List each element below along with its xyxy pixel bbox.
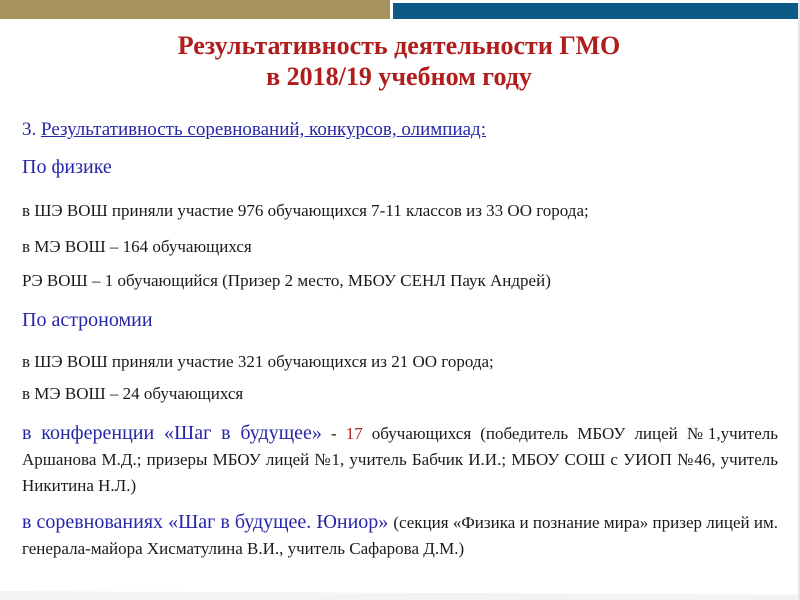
physics-line: в МЭ ВОШ – 164 обучающихся	[22, 237, 252, 256]
conference-details: обучающихся (победитель МБОУ лицей №1,учитель Аршанова М.Д.; призеры МБОУ лицей №1, учитель Бабчик И.И.; МБОУ СОШ с УИОП №46, учитель Никитина Н.Л.)	[22, 424, 779, 495]
section-heading	[22, 119, 776, 141]
bottom-decorative-stripe	[0, 588, 798, 600]
conference-dash: -	[321, 424, 346, 443]
physics-line: РЭ ВОШ – 1 обучающийся (Призер 2 место, МБОУ СЕНЛ Паук Андрей)	[22, 271, 551, 290]
slide-title-line2: в 2018/19 учебном году	[266, 62, 532, 91]
slide-title	[0, 30, 798, 92]
physics-line: в ШЭ ВОШ приняли участие 976 обучающихся 7-11 классов из 33 ОО города;	[22, 201, 589, 220]
section-heading-text: Результативность соревнований, конкурсов, олимпиад:	[41, 119, 486, 140]
top-bar-tan-accent	[0, 0, 390, 19]
physics-heading: По физике	[22, 156, 112, 178]
section-heading-number: 3.	[22, 119, 41, 140]
astronomy-line: в МЭ ВОШ – 24 обучающихся	[22, 384, 244, 403]
junior-details: (секция «Физика и познание мира» призер лицей им. генерала-майора Хисматулина В.И., учитель Сафарова Д.М.)	[22, 513, 779, 558]
conference-paragraph	[22, 420, 778, 499]
astronomy-heading: По астрономии	[22, 309, 153, 331]
conference-count: 17	[345, 424, 363, 443]
slide-title-line1: Результативность деятельности ГМО	[177, 31, 621, 60]
junior-title-text: в соревнованиях «Шаг в будущее. Юниор»	[22, 511, 394, 533]
astronomy-line: в ШЭ ВОШ приняли участие 321 обучающихся из 21 ОО города;	[22, 352, 494, 371]
top-bar-blue-accent	[393, 3, 800, 19]
conference-title-text: в конференции «Шаг в будущее»	[22, 422, 322, 444]
junior-paragraph	[22, 509, 778, 562]
